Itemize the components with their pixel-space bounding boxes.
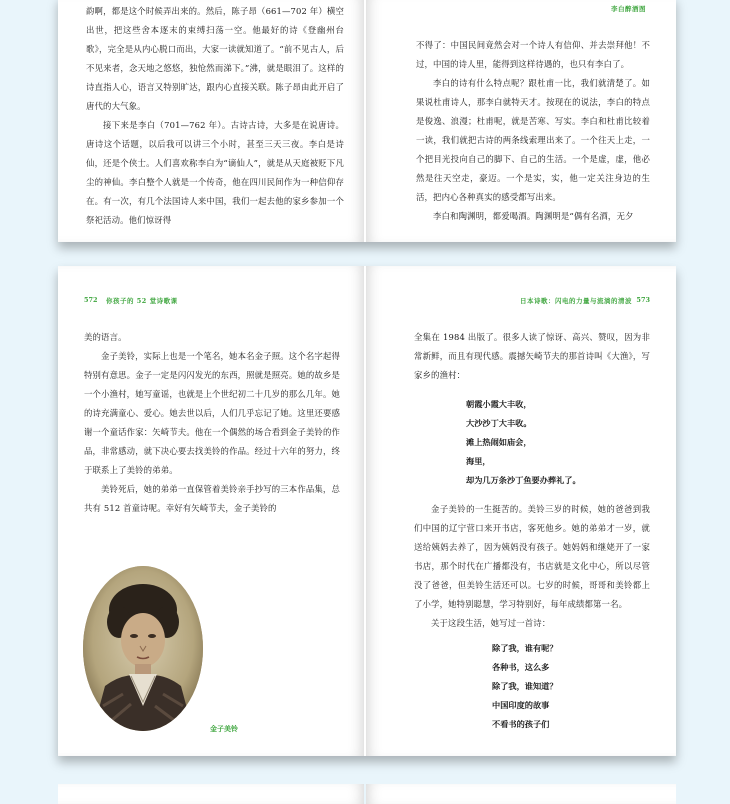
poem-line: 不看书的孩子们: [492, 719, 550, 729]
poem-line: 滩上热闹如庙会，: [466, 437, 532, 447]
paragraph: 美铃死后，她的弟弟一直保管着美铃亲手抄写的三本作品集，总共有 512 首童诗呢。幸好有矢崎节夫，金子美铃的: [84, 484, 340, 513]
paragraph: 李白和陶渊明，都爱喝酒。陶渊明是“偶有名酒，无夕: [433, 211, 634, 221]
bottom-left-text: [84, 328, 340, 518]
bottom-right-page: [366, 266, 676, 756]
poem-line: 大沙沙丁大丰收。: [466, 418, 532, 428]
running-header: 李白醉酒图: [611, 5, 646, 13]
poem-line: 却为几万条沙丁鱼要办葬礼了。: [466, 475, 581, 485]
paragraph: 金子美铃的一生挺苦的。美铃三岁的时候，她的爸爸到我们中国的辽宁营口来开书店，客死他乡。她的弟弟才一岁，就送给姨妈去养了，因为姨妈没有孩子。她妈妈和继姥开了一家书店，那个时代在广播都没有，书店就是文化中心，所以尽管没了爸爸，但美铃生活还可以。七岁的时候，哥哥和美铃都上了小学，她特别聪慧，学习特别好，每年成绩都第一名。: [414, 504, 650, 609]
poem-line: 海里，: [466, 456, 491, 466]
paragraph: 李白的诗有什么特点呢？跟杜甫一比，我们就清楚了。如果说杜甫诗人，那李白就特天才。按现在的说法，李白的特点是俊逸、浪漫；杜甫呢，就是苦寒、写实。李白和杜甫比较着一读，我们就把古诗的两条线索理出来了。一个往天上走，一个把目光投向自己的脚下、自己的生活。一个是虚，虚，他必然是往天空走，豪迈。一个是实，实，他一定关注身边的生活，把内心各种真实的感受都写出来。: [416, 78, 650, 202]
portrait-photo: [83, 566, 203, 731]
running-header: 日本诗歌：闪电的力量与流淌的清波: [520, 297, 632, 305]
page-number: 573: [636, 296, 650, 304]
paragraph: 金子美铃，实际上也是一个笔名，她本名金子照。这个名字起得特别有意思。金子一定是闪闪发光的东西，照就是照亮。她的故乡是一个小渔村，她写童谣，也就是上个世纪初二十几岁的那么几年。她的诗充满童心、爱心。她去世以后，人们几乎忘记了她。这里还要感谢一个童话作家：矢崎节夫。他在一个偶然的场合看到金子美铃的作品，非常感动，就下决心要去找美铃的作品。经过十六年的努力，终于联系上了美铃的弟弟。: [84, 351, 340, 475]
woman-portrait-icon: [83, 566, 203, 731]
poem-line: 除了我，谁有呢？: [492, 643, 558, 653]
top-right-page: [366, 0, 676, 242]
poem-big-catch: [414, 395, 650, 490]
page-number: 572: [84, 296, 98, 304]
top-right-text: [416, 36, 650, 226]
bottom-left-page: [58, 266, 364, 756]
next-spread-left-edge: [58, 784, 364, 804]
running-header: 你孩子的 52 堂诗歌课: [106, 297, 178, 305]
paragraph: 美的语言。: [84, 332, 127, 342]
next-spread-right-edge: [366, 784, 676, 804]
top-book-spread: [58, 0, 676, 242]
paragraph: 接下来是李白（701—762 年）。古诗古诗，大多是在说唐诗。唐诗这个话题，以后我可以讲三个小时，甚至三天三夜。李白是诗仙，还是个侠士。人们喜欢称李白为“谪仙人”，就是从天庭被贬下凡尘的神仙。李白整个人就是一个传奇，他在四川民间作为一种信仰存在。有一次，有几个法国诗人来中国，我们一起去他的家乡参加一个祭祀活动。他们惊讶得: [86, 120, 344, 225]
paragraph: 不得了：中国民间竟然会对一个诗人有信仰、并去崇拜他！不过，中国的诗人里，能得到这样待遇的，也只有李白了。: [416, 40, 650, 69]
poem-line: 除了我，谁知道？: [492, 681, 558, 691]
paragraph: 韵啊，都是这个时候弄出来的。然后，陈子昂（661—702 年）横空出世，把这些舍本逐末的束缚扫荡一空。他最好的诗《登幽州台歌》，完全是从内心脱口而出，大家一读就知道了。“前不见古人，后不见来者，念天地之悠悠，独怆然而涕下。”沸，就是眼泪了。这样的诗直指人心，语言又特别旷达，跟内心直接关联。陈子昂由此开启了唐代的大气象。: [86, 6, 344, 111]
poem-line: 朝霞小霞大丰收，: [466, 399, 532, 409]
poem-books: [414, 639, 650, 734]
top-left-text: [86, 2, 344, 230]
paragraph: 关于这段生活，她写过一首诗：: [431, 618, 551, 628]
bottom-right-text: [414, 328, 650, 734]
poem-line: 中国印度的故事: [492, 700, 550, 710]
top-left-page: [58, 0, 364, 242]
poem-line: 各种书，这么多: [492, 662, 550, 672]
portrait-caption: 金子美铃: [210, 724, 238, 733]
bottom-book-spread: [58, 266, 676, 756]
paragraph: 全集在 1984 出版了。很多人读了惊讶、高兴、赞叹，因为非常新鲜，而且有现代感。震撼矢崎节夫的那首诗叫《大渔》，写家乡的渔村：: [414, 332, 650, 380]
